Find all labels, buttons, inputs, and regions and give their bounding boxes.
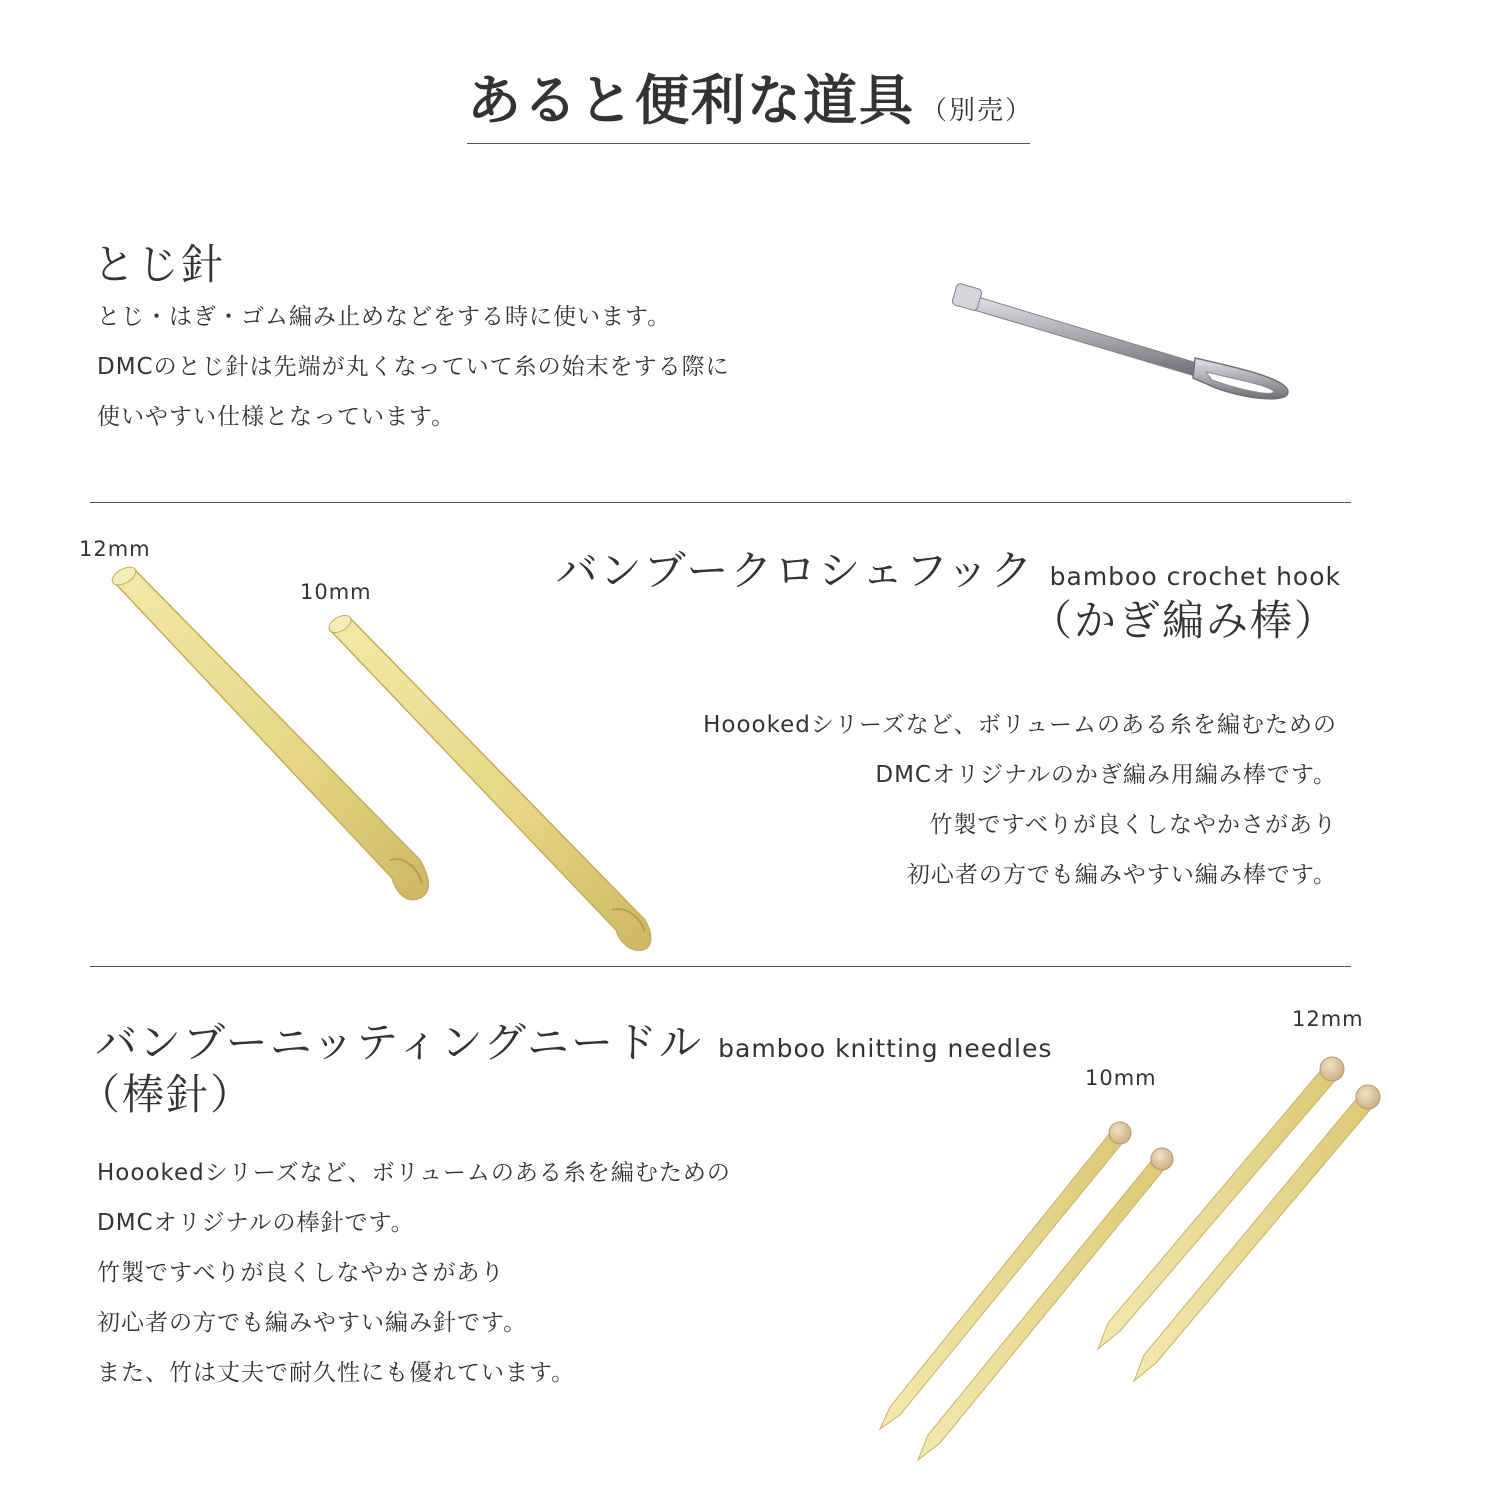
crochet-hooks-image — [100, 560, 670, 950]
knitting-needles-subtitle: （棒針） — [78, 1070, 255, 1119]
page-title-text: あると便利な道具 — [466, 69, 915, 132]
knitting-needles-image — [870, 1055, 1390, 1480]
tapestry-needle-image — [950, 280, 1300, 410]
description-line: 竹製ですべりが良くしなやかさがあり — [97, 1260, 505, 1286]
section-divider — [90, 966, 1351, 967]
tapestry-needle-title: とじ針 — [93, 240, 226, 289]
description-line: 初心者の方でも編みやすい編み針です。 — [97, 1310, 528, 1336]
knitting-size-12mm-label: 12mm — [1292, 1007, 1364, 1031]
knitting-size-10mm-label: 10mm — [1085, 1066, 1157, 1090]
section-divider — [90, 502, 1351, 503]
description-line: DMCオリジナルのかぎ編み用編み棒です。 — [875, 762, 1337, 788]
description-line: 竹製ですべりが良くしなやかさがあり — [929, 812, 1337, 838]
crochet-size-12mm-label: 12mm — [79, 537, 151, 561]
crochet-hook-title: バンブークロシェフック — [555, 546, 1035, 595]
header-divider — [467, 143, 1030, 144]
description-line: また、竹は丈夫で耐久性にも優れています。 — [97, 1360, 576, 1386]
description-line: Hoookedシリーズなど、ボリュームのある糸を編むための — [97, 1160, 731, 1186]
description-line: 初心者の方でも編みやすい編み棒です。 — [906, 862, 1337, 888]
page-subtitle: （別売） — [920, 96, 1033, 126]
knitting-needles-description — [97, 1148, 731, 1398]
tapestry-needle-description — [97, 292, 730, 442]
crochet-hook-description — [703, 700, 1337, 900]
description-line: とじ・はぎ・ゴム編み止めなどをする時に使います。 — [97, 304, 672, 330]
knitting-needles-title: バンブーニッティングニードル — [95, 1018, 704, 1067]
page-title — [0, 58, 1500, 135]
description-line: DMCのとじ針は先端が丸くなっていて糸の始末をする際に — [97, 354, 730, 380]
crochet-hook-subtitle: （かぎ編み棒） — [1029, 596, 1338, 645]
crochet-size-10mm-label: 10mm — [300, 580, 372, 604]
description-line: Hoookedシリーズなど、ボリュームのある糸を編むための — [703, 712, 1337, 738]
description-line: DMCオリジナルの棒針です。 — [97, 1210, 415, 1236]
knitting-needles-title-en: bamboo knitting needles — [718, 1034, 1053, 1063]
description-line: 使いやすい仕様となっています。 — [97, 404, 456, 430]
crochet-hook-title-en: bamboo crochet hook — [1049, 562, 1341, 591]
